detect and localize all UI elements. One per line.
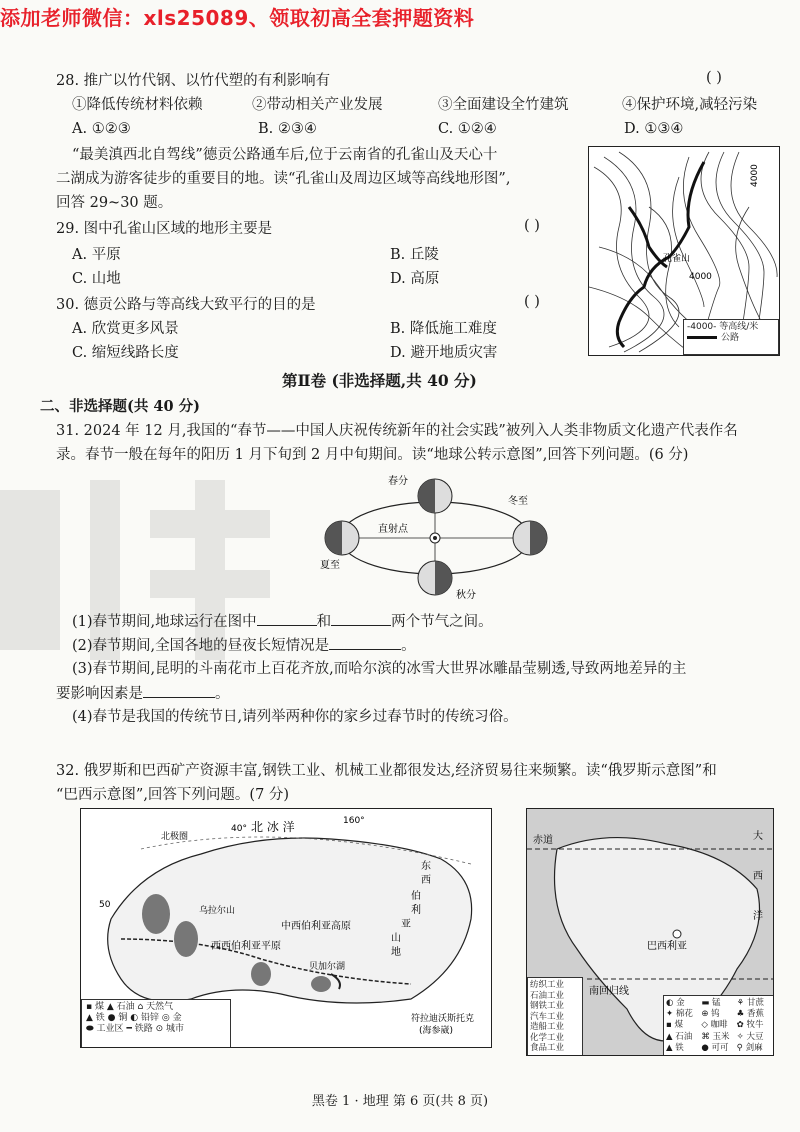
promo-banner: 添加老师微信：xls25089、领取初高全套押题资料 (0, 6, 475, 30)
east-siberia-char-1: 东 (421, 861, 431, 872)
q31-blank-2[interactable] (331, 612, 391, 626)
q31-blank-1[interactable] (257, 612, 317, 626)
q31-line-2: 录。春节一般在每年的阳历 1 月下旬到 2 月中旬期间。读“地球公转示意图”,回答下列问题。(6 分) (56, 447, 689, 463)
earth-winter (513, 521, 547, 555)
q31-sub2: (2)春节期间,全国各地的昼夜长短情况是 。 (72, 638, 416, 654)
vladivostok-label: 符拉迪沃斯托克 (411, 1014, 475, 1024)
resource-soybean: ✧ 大豆 (736, 1031, 764, 1042)
resource-coffee: ◇ 咖啡 (701, 1020, 728, 1031)
resource-oil: ▲ 石油 (666, 1031, 693, 1042)
q31-sub3-line2: 要影响因素是 。 (56, 686, 230, 702)
q28-item-2: ②带动相关产业发展 (252, 97, 383, 113)
tropic-capricorn-label: 南回归线 (589, 986, 629, 997)
q29-option-c[interactable]: C. 山地 (72, 271, 121, 287)
legend-road: 公路 (687, 333, 775, 344)
ocean-char-2: 西 (753, 871, 763, 882)
lon-160-label: 160° (343, 816, 365, 826)
label-summer: 夏至 (320, 560, 340, 571)
russia-legend-row-3: ⬬ 工业区 ━ 铁路 ⊙ 城市 (86, 1024, 184, 1034)
industry-steel: 钢铁工业 (530, 1001, 565, 1011)
q28-answer-paren[interactable]: ( ) (706, 70, 722, 86)
earth-spring (418, 479, 452, 513)
industry-textile: 纺织工业 (530, 980, 565, 990)
resource-cocoa: ● 可可 (701, 1042, 729, 1053)
east-siberia-char-2: 西 (421, 875, 431, 886)
q31-sub4: (4)春节是我国的传统节日,请列举两种你的家乡过春节时的传统习俗。 (72, 709, 518, 725)
q29-answer-paren[interactable]: ( ) (524, 218, 540, 234)
resource-banana: ♣ 香蕉 (736, 1009, 764, 1020)
q28-option-d[interactable]: D. ①③④ (624, 121, 684, 137)
russia-legend-row-1: ▪ 煤 ▲ 石油 ⌂ 天然气 (86, 1002, 174, 1012)
brasilia-label: 巴西利亚 (647, 941, 687, 952)
resource-coal: ▪ 煤 (666, 1020, 683, 1031)
ocean-char-1: 大 (753, 831, 763, 842)
peak-label: 孔雀山 (663, 254, 691, 264)
q31-blank-3[interactable] (329, 636, 401, 650)
east-siberia-char-6: 山 (391, 933, 401, 944)
industry-auto: 汽车工业 (530, 1011, 565, 1022)
resource-cotton: ✦ 棉花 (666, 1009, 693, 1020)
central-siberian-plateau-label: 中西伯利亚高原 (281, 921, 351, 932)
resource-tungsten: ⊕ 钨 (701, 1009, 720, 1020)
label-direct-point: 直射点 (378, 524, 408, 535)
q30-option-b[interactable]: B. 降低施工难度 (390, 321, 497, 337)
label-autumn: 秋分 (456, 590, 476, 601)
q30-stem: 30. 德贡公路与等高线大致平行的目的是 (56, 297, 316, 313)
ocean-char-3: 洋 (753, 911, 763, 922)
q28-option-a[interactable]: A. ①②③ (72, 121, 131, 137)
resource-corn: ⌘ 玉米 (701, 1031, 730, 1042)
q32-line-2: “巴西示意图”,回答下列问题。(7 分) (56, 787, 290, 803)
west-siberian-plain-label: 西西伯利亚平原 (211, 941, 281, 952)
contour-label-4000-b: 4000 (689, 272, 712, 282)
q30-option-d[interactable]: D. 避开地质灾害 (390, 345, 498, 361)
industry-food: 食品工业 (530, 1043, 565, 1053)
east-siberia-char-7: 地 (391, 947, 401, 958)
arctic-ocean-label: 北 冰 洋 (251, 820, 295, 834)
part2-heading: 二、非选择题(共 40 分) (40, 398, 200, 415)
contour-label-4000-a: 4000 (750, 164, 760, 187)
q30-answer-paren[interactable]: ( ) (524, 294, 540, 310)
brazil-resource-legend (663, 995, 774, 1056)
lon-40-label: 40° (231, 824, 247, 834)
intro-line-2: 二湖成为游客徒步的重要目的地。读“孔雀山及周边区域等高线地形图”, (56, 171, 511, 187)
q31-blank-4[interactable] (143, 684, 215, 698)
label-spring: 春分 (388, 476, 408, 487)
q31-line-1: 31. 2024 年 12 月,我国的“春节——中国人庆祝传统新年的社会实践”被列入人类非物质文化遗产代表作名 (56, 423, 738, 439)
q28-stem: 28. 推广以竹代钢、以竹代塑的有利影响有 (56, 73, 331, 89)
arctic-circle-label: 北极圈 (161, 832, 189, 842)
resource-manganese: ▬ 锰 (701, 998, 721, 1008)
resource-gold: ◐ 金 (666, 998, 685, 1008)
industry-oil: 石油工业 (530, 990, 565, 1001)
legend-contour: -4000- 等高线/米 (687, 322, 759, 332)
page-footer: 黑卷 1 · 地理 第 6 页(共 8 页) (311, 1094, 489, 1109)
q29-option-d[interactable]: D. 高原 (390, 271, 440, 287)
russia-map (80, 808, 492, 1048)
russia-legend-row-2: ▲ 铁 ● 铜 ◐ 铅锌 ◎ 金 (86, 1013, 182, 1023)
brazil-map (526, 808, 774, 1056)
industry-ship: 造船工业 (530, 1022, 565, 1032)
q32-line-1: 32. 俄罗斯和巴西矿产资源丰富,钢铁工业、机械工业都很发达,经济贸易往来频繁。读“俄罗斯示意图”和 (56, 763, 717, 779)
part2-title: 第Ⅱ卷 (非选择题,共 40 分) (282, 371, 477, 390)
east-siberia-char-4: 利 (411, 905, 421, 916)
industry-chemical: 化学工业 (530, 1032, 565, 1043)
contour-map (588, 146, 780, 356)
q28-option-b[interactable]: B. ②③④ (258, 121, 317, 137)
east-siberia-char-5: 亚 (401, 919, 411, 930)
lat-50-label: 50 (99, 900, 111, 910)
q30-option-c[interactable]: C. 缩短线路长度 (72, 345, 179, 361)
earth-autumn (418, 561, 452, 595)
resource-sugarcane: ⚘ 甘蔗 (736, 998, 764, 1008)
q30-option-a[interactable]: A. 欣赏更多风景 (72, 321, 179, 337)
label-winter: 冬至 (508, 496, 528, 507)
intro-line-1: “最美滇西北自驾线”德贡公路通车后,位于云南省的孔雀山及天心十 (72, 147, 498, 163)
east-siberia-char-3: 伯 (411, 891, 421, 902)
brazil-industry-legend (527, 977, 583, 1056)
contour-legend (683, 319, 779, 355)
lake-baikal-label: 贝加尔湖 (309, 962, 346, 972)
earth-summer (325, 521, 359, 555)
q29-option-a[interactable]: A. 平原 (72, 247, 121, 263)
vladivostok-alt-label: (海参崴) (419, 1026, 454, 1036)
resource-sisal: ⚲ 剑麻 (736, 1042, 763, 1053)
q28-option-c[interactable]: C. ①②④ (438, 121, 497, 137)
russia-legend (81, 999, 231, 1048)
q31-sub1: (1)春节期间,地球运行在图中 和 两个节气之间。 (72, 614, 493, 630)
equator-label: 赤道 (533, 835, 553, 846)
q31-sub3-line1: (3)春节期间,昆明的斗南花市上百花齐放,而哈尔滨的冰雪大世界冰雕晶莹剔透,导致两地差异的主 (72, 661, 687, 677)
orbit-diagram (320, 470, 560, 604)
watermark-graphic (0, 480, 300, 660)
ural-mountains-label: 乌拉尔山 (199, 906, 236, 916)
q28-item-1: ①降低传统材料依赖 (72, 97, 203, 113)
q29-option-b[interactable]: B. 丘陵 (390, 247, 439, 263)
q28-item-4: ④保护环境,减轻污染 (622, 97, 758, 113)
resource-cattle: ✿ 牧牛 (736, 1020, 764, 1031)
q28-item-3: ③全面建设全竹建筑 (438, 97, 569, 113)
resource-iron: ▲ 铁 (666, 1042, 684, 1053)
intro-line-3: 回答 29~30 题。 (56, 195, 173, 211)
q29-stem: 29. 图中孔雀山区域的地形主要是 (56, 221, 273, 237)
